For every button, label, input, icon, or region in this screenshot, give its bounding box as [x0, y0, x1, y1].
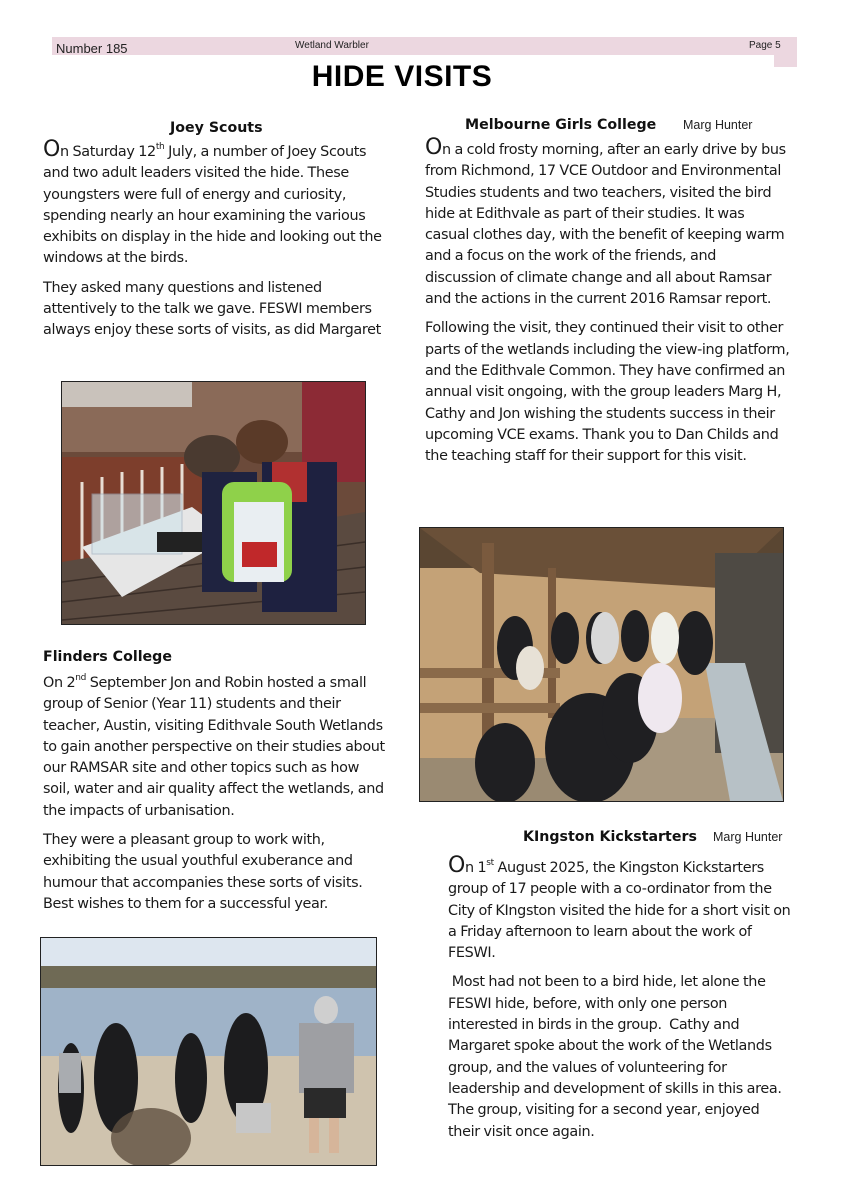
article-paragraph: They were a pleasant group to work with, exhibiting the usual youthful exuberance and humour that accompanies these sorts of visits. Best wishes to them for a successful year. — [43, 832, 363, 912]
article-paragraph: On Saturday 12th July, a number of Joey Scouts and two adult leaders visited the hide. These youngsters were full of energy and curiosity, spending nearly an hour examining the various exhibits on display in the hide and looking out the windows at the birds. — [43, 137, 382, 267]
article-heading-row — [43, 647, 388, 673]
viewing-platform-photo-icon — [420, 528, 783, 801]
article-paragraph: On a cold frosty morning, after an early drive by bus from Richmond, 17 VCE Outdoor and Environmental Studies students and two teachers, visited the bird hide at Edithvale as part of their studies. It was casual clothes day, with the benefit of keeping warm and a focus on the work of the friends, and discussion of climate change and all about Ramsar and the actions in the current 2016 Ramsar report. — [425, 135, 786, 308]
article-flinders-college — [43, 647, 388, 915]
header-band — [52, 37, 797, 55]
photo-melbourne-girls-college — [419, 527, 784, 802]
drop-cap: O — [43, 137, 60, 162]
article-paragraph: On 1st August 2025, the Kingston Kickstarters group of 17 people with a co-ordinator from the City of KIngston visited the hide for a short visit on a Friday afternoon to learn about the work of FESWI. — [448, 853, 791, 962]
article-paragraph: Following the visit, they continued their visit to other parts of the wetlands including the view-ing platform, and the Edithvale Common. They have confirmed an annual visit ongoing, with the group leaders Marg H, Cathy and Jon wishing the students success in their upcoming VCE exams. Thank you to Dan Childs and the teaching staff for their support for this visit. — [425, 320, 790, 465]
article-melbourne-girls-college — [425, 116, 790, 467]
article-heading: Melbourne Girls College — [465, 117, 657, 133]
article-heading-row — [43, 118, 388, 142]
article-kingston-kickstarters — [448, 828, 793, 1143]
drop-cap: O — [425, 135, 442, 160]
article-heading: Joey Scouts — [170, 120, 263, 136]
article-heading: Flinders College — [43, 649, 172, 665]
article-joey-scouts — [43, 118, 388, 342]
issue-number: Number 185 — [56, 41, 128, 56]
article-heading-row — [425, 116, 790, 140]
page-title: HIDE VISITS — [311, 60, 493, 93]
publication-name: Wetland Warbler — [295, 40, 369, 51]
article-heading: KIngston Kickstarters — [523, 829, 697, 845]
article-author: Marg Hunter — [683, 118, 753, 132]
page-number: Page 5 — [749, 40, 781, 51]
article-heading-row — [448, 828, 793, 858]
photo-flinders-college — [40, 937, 377, 1166]
drop-cap: O — [448, 853, 465, 878]
article-paragraph: They asked many questions and listened attentively to the talk we gave. FESWI members always enjoy these sorts of visits, as did Margaret — [43, 279, 381, 339]
wetland-lake-photo-icon — [41, 938, 376, 1165]
photo-joey-scouts — [61, 381, 366, 625]
joey-scouts-photo-icon — [62, 382, 365, 624]
article-author: Marg Hunter — [713, 830, 783, 844]
article-paragraph: Most had not been to a bird hide, let alone the FESWI hide, before, with only one person interested in birds in the group. Cathy and Margaret spoke about the work of the Wetlands group, and the values of volunteering for leadership and development of skills in this area. The group, visiting for a second year, enjoyed their visit once again. — [448, 974, 790, 1140]
article-paragraph: On 2nd September Jon and Robin hosted a small group of Senior (Year 11) students and their teacher, Austin, visiting Edithvale South Wetlands to gain another perspective on their studies about our RAMSAR site and other topics such as how soil, water and air quality affect the wetlands, and the impacts of urbanisation. — [43, 673, 385, 819]
